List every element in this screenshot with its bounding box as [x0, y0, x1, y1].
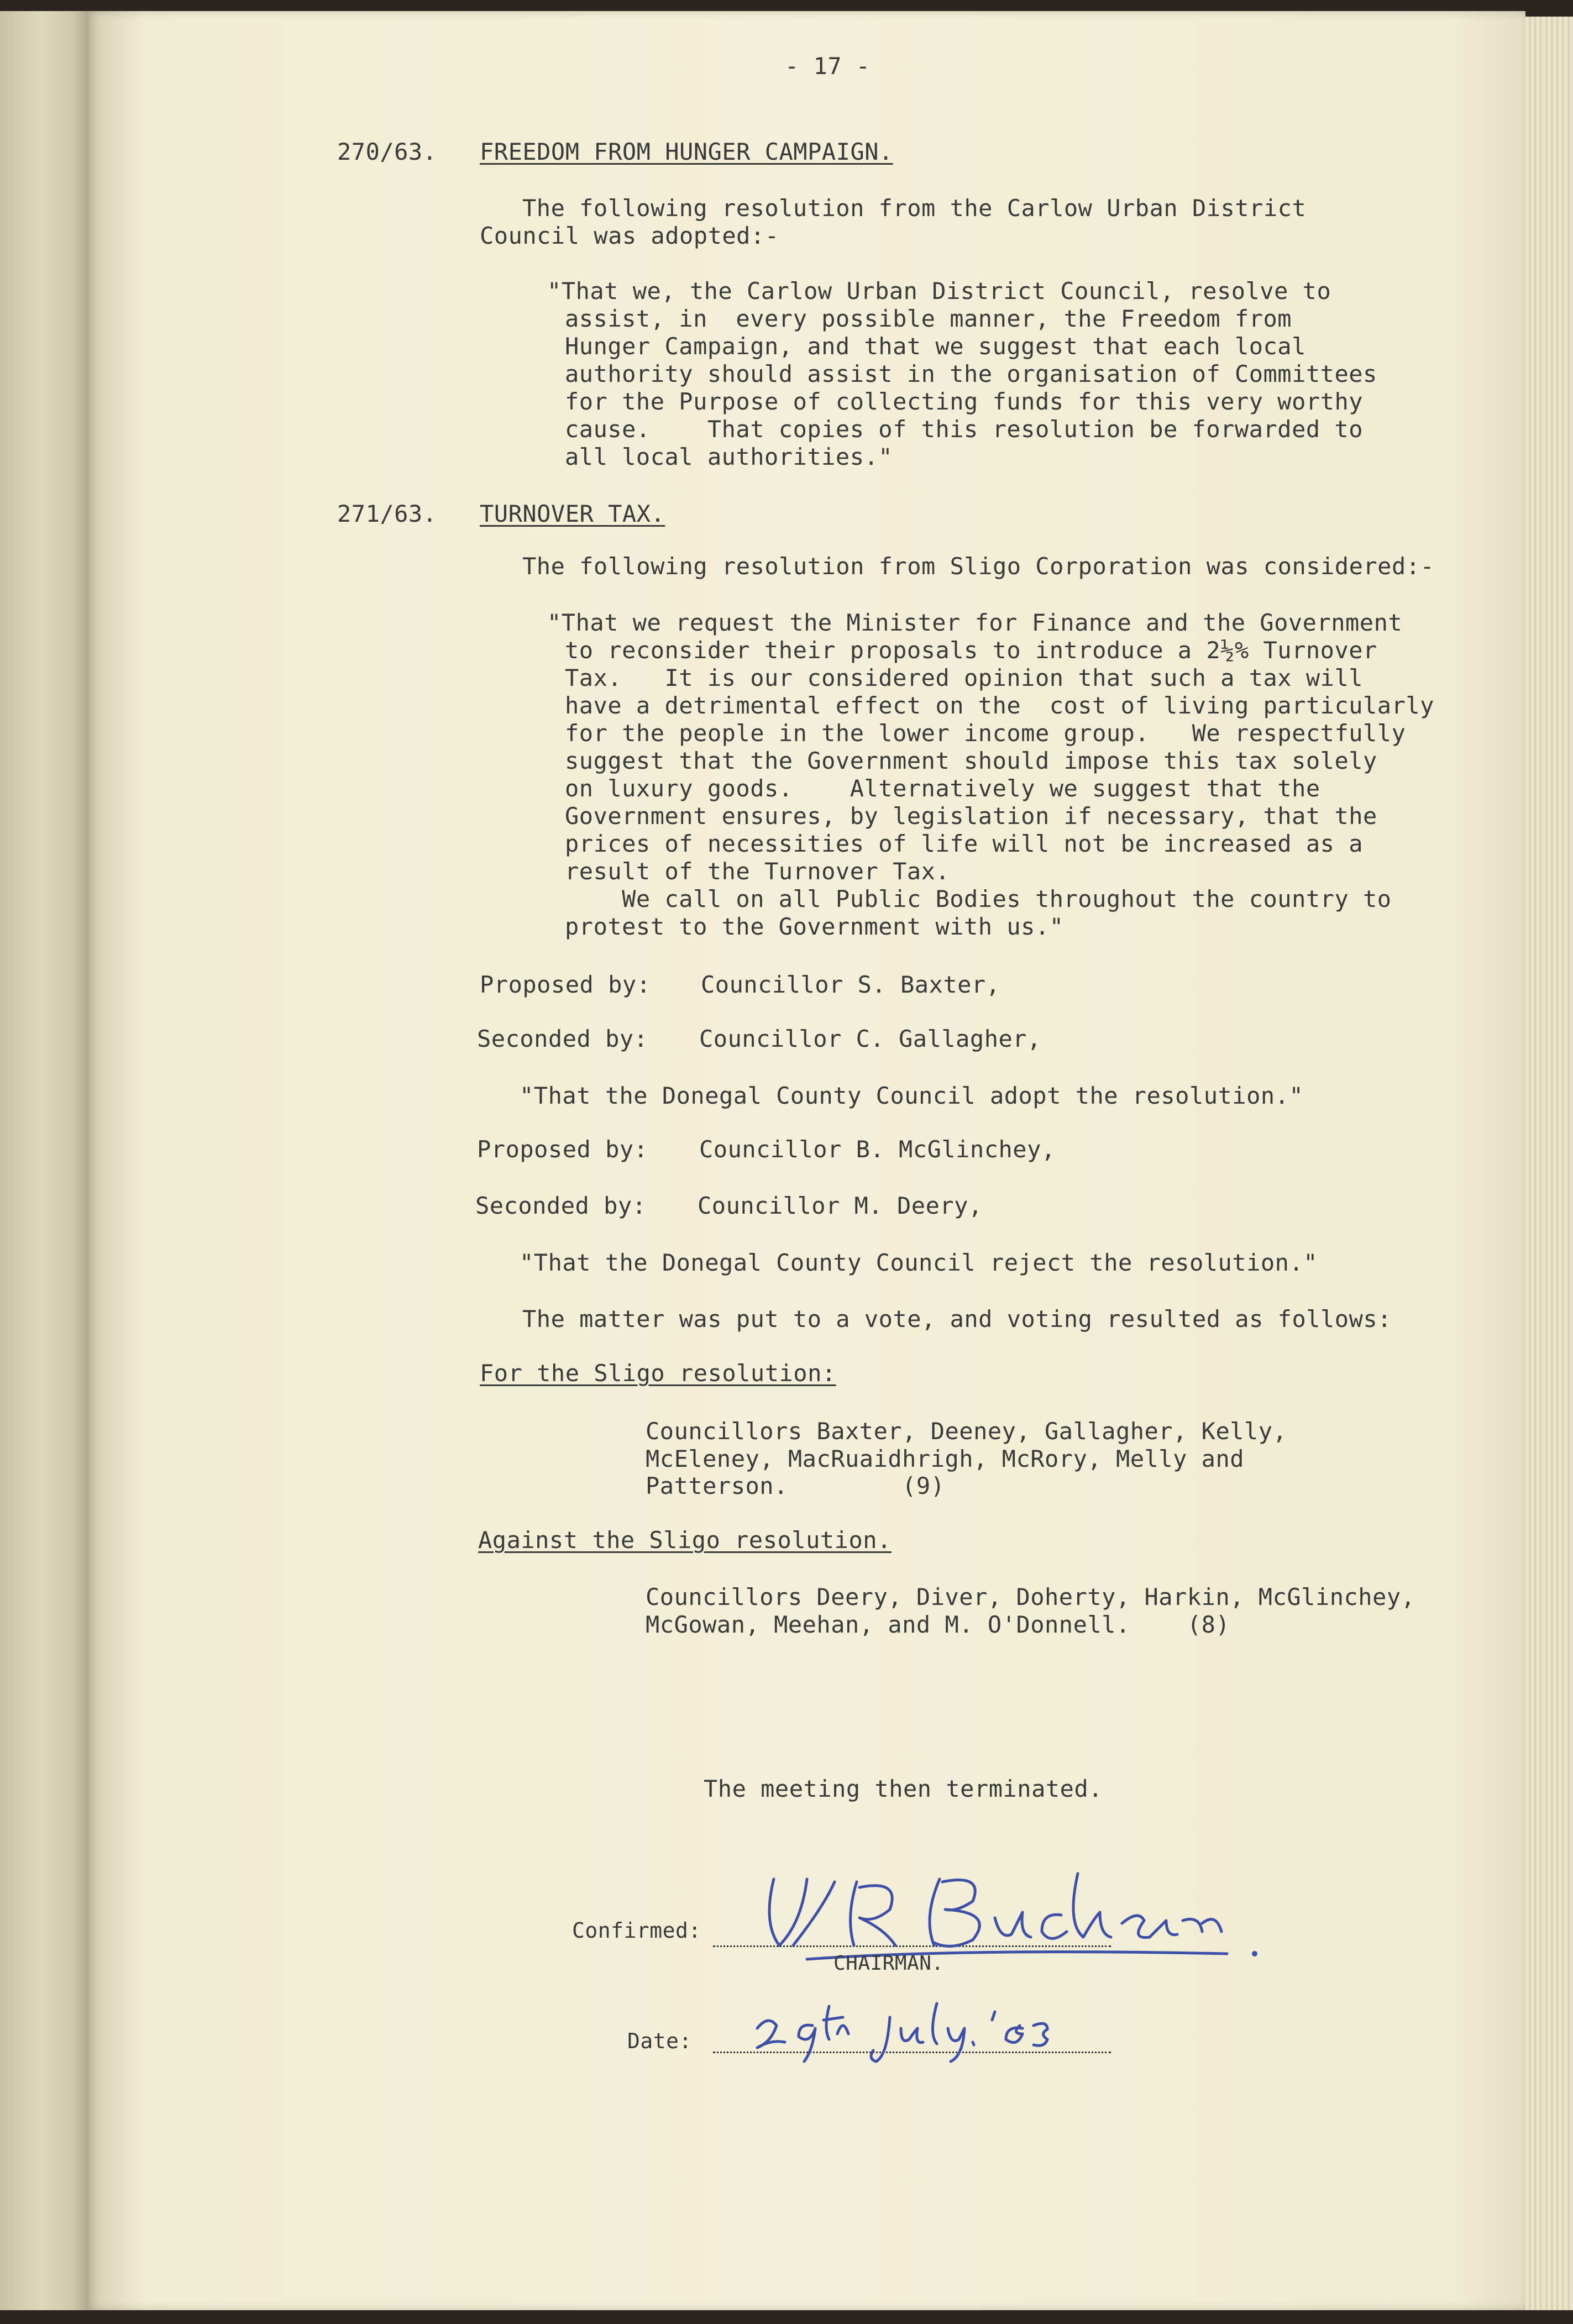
voter-line: McGowan, Meehan, and M. O'Donnell. (8): [646, 1611, 1230, 1638]
resolution-line: Hunger Campaign, and that we suggest that each local: [565, 333, 1306, 360]
resolution-line: protest to the Government with us.": [565, 913, 1064, 940]
seconded-label: Seconded by:: [475, 1192, 647, 1219]
resolution-line: Government ensures, by legislation if necessary, that the: [565, 802, 1377, 830]
resolution-line: for the Purpose of collecting funds for this very worthy: [565, 388, 1364, 415]
date-label: Date:: [627, 2029, 692, 2053]
resolution-line: prices of necessities of life will not be increased as a: [565, 830, 1364, 857]
for-heading: For the Sligo resolution:: [480, 1360, 836, 1387]
seconded-label: Seconded by:: [477, 1025, 648, 1052]
confirmed-label: Confirmed:: [572, 1918, 701, 1943]
resolution-line: "That we request the Minister for Finance and the Government: [547, 609, 1403, 636]
item-number: 271/63.: [337, 500, 437, 527]
chairman-label: CHAIRMAN.: [833, 1952, 944, 1975]
voter-line: Councillors Deery, Diver, Doherty, Harkin, McGlinchey,: [646, 1583, 1415, 1610]
motion-text: "That the Donegal County Council reject the resolution.": [520, 1249, 1318, 1276]
page-edges: [1525, 17, 1573, 2310]
intro-line: The following resolution from the Carlow Urban District: [522, 195, 1307, 222]
proposed-label: Proposed by:: [480, 971, 651, 998]
against-heading: Against the Sligo resolution.: [478, 1526, 892, 1554]
item-heading: FREEDOM FROM HUNGER CAMPAIGN.: [480, 138, 893, 165]
voter-line: McEleney, MacRuaidhrigh, McRory, Melly and: [646, 1445, 1245, 1472]
resolution-line: "That we, the Carlow Urban District Council, resolve to: [547, 277, 1331, 305]
seconded-name: Councillor C. Gallagher,: [699, 1025, 1041, 1052]
page-number: - 17 -: [785, 53, 871, 80]
book-binding: [0, 11, 91, 2310]
intro-line: The following resolution from Sligo Corporation was considered:-: [522, 553, 1435, 580]
seconded-name: Councillor M. Deery,: [698, 1192, 983, 1219]
voter-line: Patterson. (9): [646, 1472, 945, 1499]
resolution-line: suggest that the Government should impose this tax solely: [565, 747, 1377, 774]
item-heading: TURNOVER TAX.: [480, 500, 665, 527]
voter-line: Councillors Baxter, Deeney, Gallagher, Kelly,: [646, 1418, 1287, 1445]
motion-text: "That the Donegal County Council adopt the resolution.": [520, 1082, 1304, 1109]
vote-intro: The matter was put to a vote, and voting resulted as follows:: [522, 1305, 1392, 1333]
resolution-line: have a detrimental effect on the cost of living particularly: [565, 692, 1434, 719]
closing-text: The meeting then terminated.: [704, 1775, 1103, 1802]
resolution-line: We call on all Public Bodies throughout the country to: [565, 885, 1392, 912]
proposed-name: Councillor S. Baxter,: [701, 971, 1000, 998]
resolution-line: result of the Turnover Tax.: [565, 858, 950, 885]
intro-line: Council was adopted:-: [480, 222, 779, 249]
proposed-name: Councillor B. McGlinchey,: [699, 1136, 1056, 1163]
resolution-line: cause. That copies of this resolution be forwarded to: [565, 416, 1364, 443]
resolution-line: assist, in every possible manner, the Freedom from: [565, 305, 1292, 332]
resolution-line: authority should assist in the organisation of Committees: [565, 360, 1377, 387]
item-number: 270/63.: [337, 138, 437, 165]
chairman-signature: [741, 1857, 1282, 1968]
resolution-line: on luxury goods. Alternatively we suggest that the: [565, 775, 1320, 802]
proposed-label: Proposed by:: [477, 1136, 648, 1163]
resolution-line: Tax. It is our considered opinion that such a tax will: [565, 664, 1364, 691]
resolution-line: for the people in the lower income group. We respectfully: [565, 720, 1406, 747]
resolution-line: to reconsider their proposals to introduce a 2½% Turnover: [565, 637, 1377, 664]
handwritten-date: [746, 1995, 1089, 2067]
resolution-line: all local authorities.": [565, 443, 893, 470]
